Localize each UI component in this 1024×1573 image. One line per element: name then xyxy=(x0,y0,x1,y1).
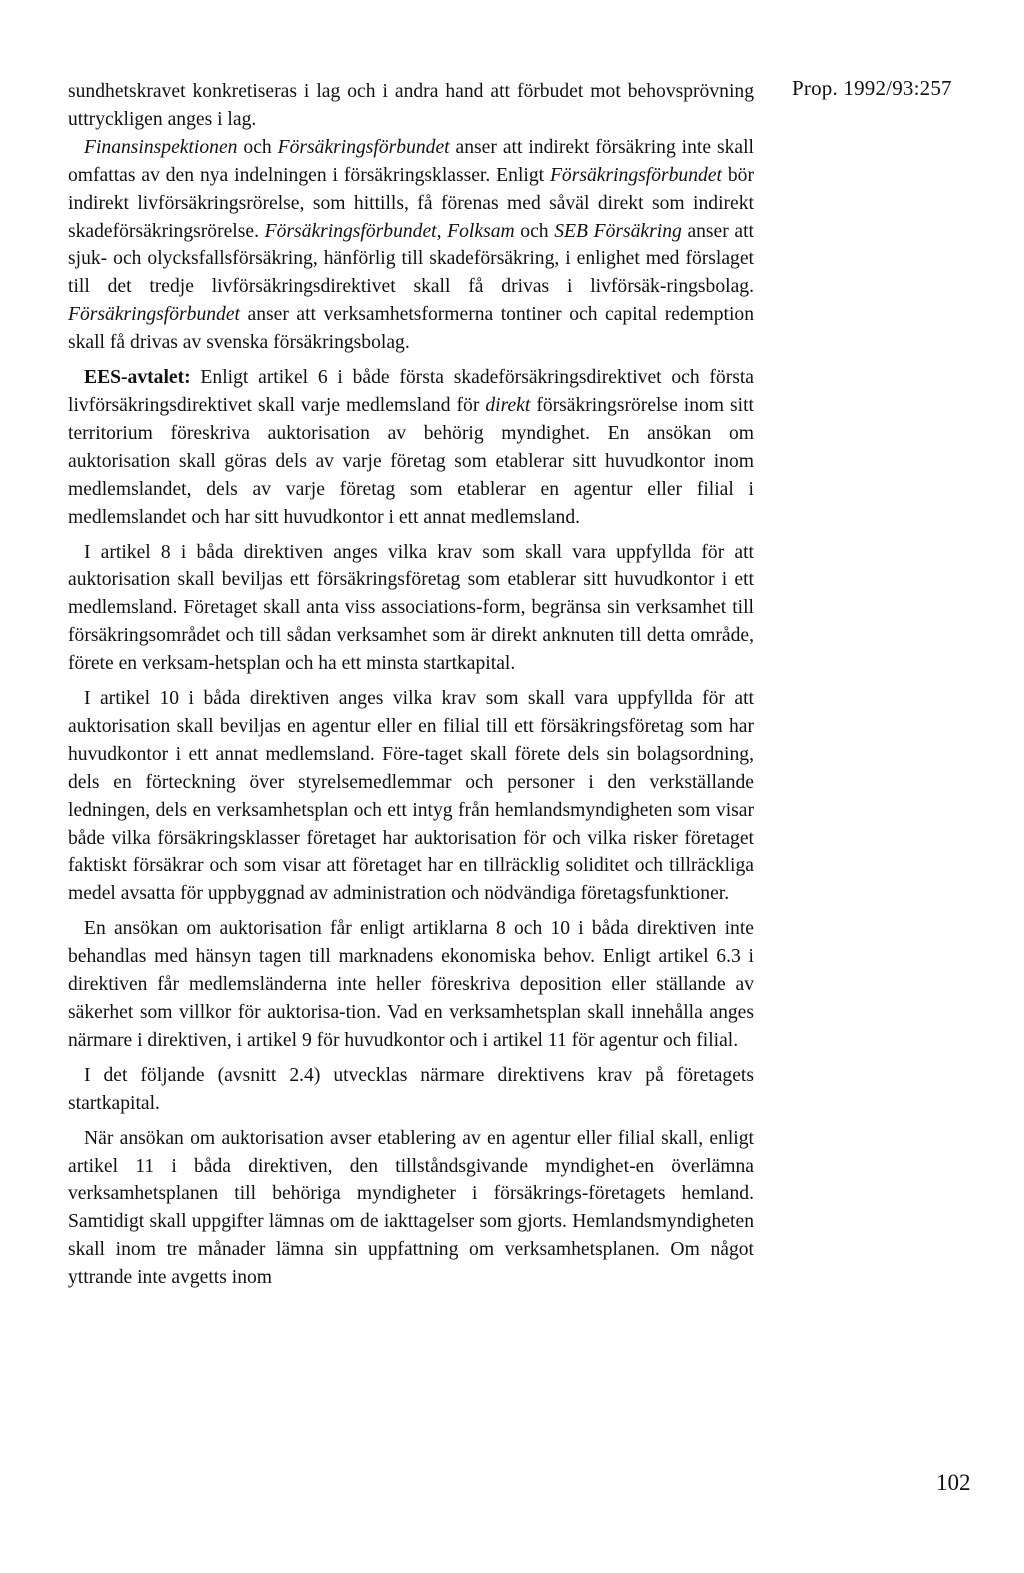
page-number: 102 xyxy=(936,1470,971,1495)
emphasis: direkt xyxy=(485,394,531,416)
org-name: Försäkringsförbundet xyxy=(277,136,450,158)
paragraph-2: Finansinspektionen och Försäkringsförbundet anser att indirekt försäkring inte skall omfattas av den nya indelningen i försäkringsklasser. Enligt Försäkringsförbundet bör indirekt livförsäkringsrörelse, som hittills, få förenas med såväl direkt som indirekt skadeförsäkringsrörelse. Försäkringsförbundet, Folksam och SEB Försäkring anser att sjuk- och olycksfallsförsäkring, hänförlig till skadeförsäkring, i enlighet med förslaget till det tredje livförsäkringsdirektivet skall få drivas i livförsäk-ringsbolag. Försäkringsförbundet anser att verksamhetsformerna tontiner och capital redemption skall få drivas av svenska försäkringsbolag. xyxy=(68,136,755,354)
section-lead: EES-avtalet: xyxy=(84,367,191,389)
paragraph-5: I artikel 10 i båda direktiven anges vilka krav som skall vara uppfyllda för att auktorisation skall beviljas en agentur eller en filial till ett försäkringsföretag som har huvudkontor i ett annat medlemsland. Före-taget skall förete dels sin bolagsordning, dels en förteckning över styrelsemedlemmar och personer i den verkställande ledningen, dels en verksamhetsplan och ett intyg från hemlandsmyndigheten som visar både vilka försäkringsklasser företaget har auktorisation för och vilka risker företaget faktiskt försäkrar och som visar att företaget har en tillräcklig soliditet och tillräckliga medel avsatta för uppbyggnad av administration och nödvändiga företagsfunktioner. xyxy=(68,688,754,905)
paragraph-6: En ansökan om auktorisation får enligt artiklarna 8 och 10 i båda direktiven inte behandlas med hänsyn tagen till marknadens ekonomiska behov. Enligt artikel 6.3 i direktiven får medlemsländerna inte heller föreskriva deposition eller ställande av säkerhet som villkor för auktorisa-tion. Vad en verksamhetsplan skall innehålla anges närmare i direktiven, i artikel 9 för huvudkontor och i artikel 11 för agentur och filial. xyxy=(68,918,754,1051)
org-name: Försäkringsförbundet xyxy=(549,164,722,186)
org-name: Finansinspektionen xyxy=(84,136,238,158)
paragraph-1: sundhetskravet konkretiseras i lag och i andra hand att förbudet mot behovsprövning uttryckligen anges i lag. xyxy=(68,81,754,130)
org-name: Försäkringsförbundet xyxy=(264,220,437,242)
paragraph-7: I det följande (avsnitt 2.4) utvecklas närmare direktivens krav på företagets startkapital. xyxy=(68,1064,754,1114)
org-name: Försäkringsförbundet xyxy=(68,304,240,326)
paragraph-8: När ansökan om auktorisation avser etablering av en agentur eller filial skall, enligt artikel 11 i båda direktiven, den tillståndsgivande myndighet-en överlämna verksamhetsplanen till behöriga myndigheter i försäkrings-företagets hemland. Samtidigt skall uppgifter lämnas om de iakttagelser som gjorts. Hemlandsmyndigheten skall inom tre månader lämna sin uppfattning om verksamhetsplanen. Om något yttrande inte avgetts inom xyxy=(68,1127,754,1289)
paragraph-4: I artikel 8 i båda direktiven anges vilka krav som skall vara uppfyllda för att auktorisation skall beviljas ett försäkringsföretag som etablerar sitt huvudkontor i ett medlemsland. Företaget skall anta viss associations-form, begränsa sin verksamhet till försäkringsområdet och till sådan verksamhet som är direkt anknuten till detta område, förete en verksam-hetsplan och ha ett minsta startkapital. xyxy=(68,541,754,675)
paragraph-3: EES-avtalet: Enligt artikel 6 i både första skadeförsäkringsdirektivet och första livförsäkringsdirektivet skall varje medlemsland för direkt försäkringsrörelse inom sitt territorium föreskriva auktorisation av behörig myndighet. En ansökan om auktorisation skall göras dels av varje företag som etablerar sitt huvudkontor inom medlemslandet, dels av varje företag som etablerar en agentur eller filial i medlemslandet och har sitt huvudkontor i ett annat medlemsland. xyxy=(68,367,754,528)
body-text xyxy=(68,78,754,1292)
org-name: Folksam xyxy=(447,220,515,242)
running-head: Prop. 1992/93:257 xyxy=(792,76,952,100)
org-name: SEB Försäkring xyxy=(554,220,682,242)
